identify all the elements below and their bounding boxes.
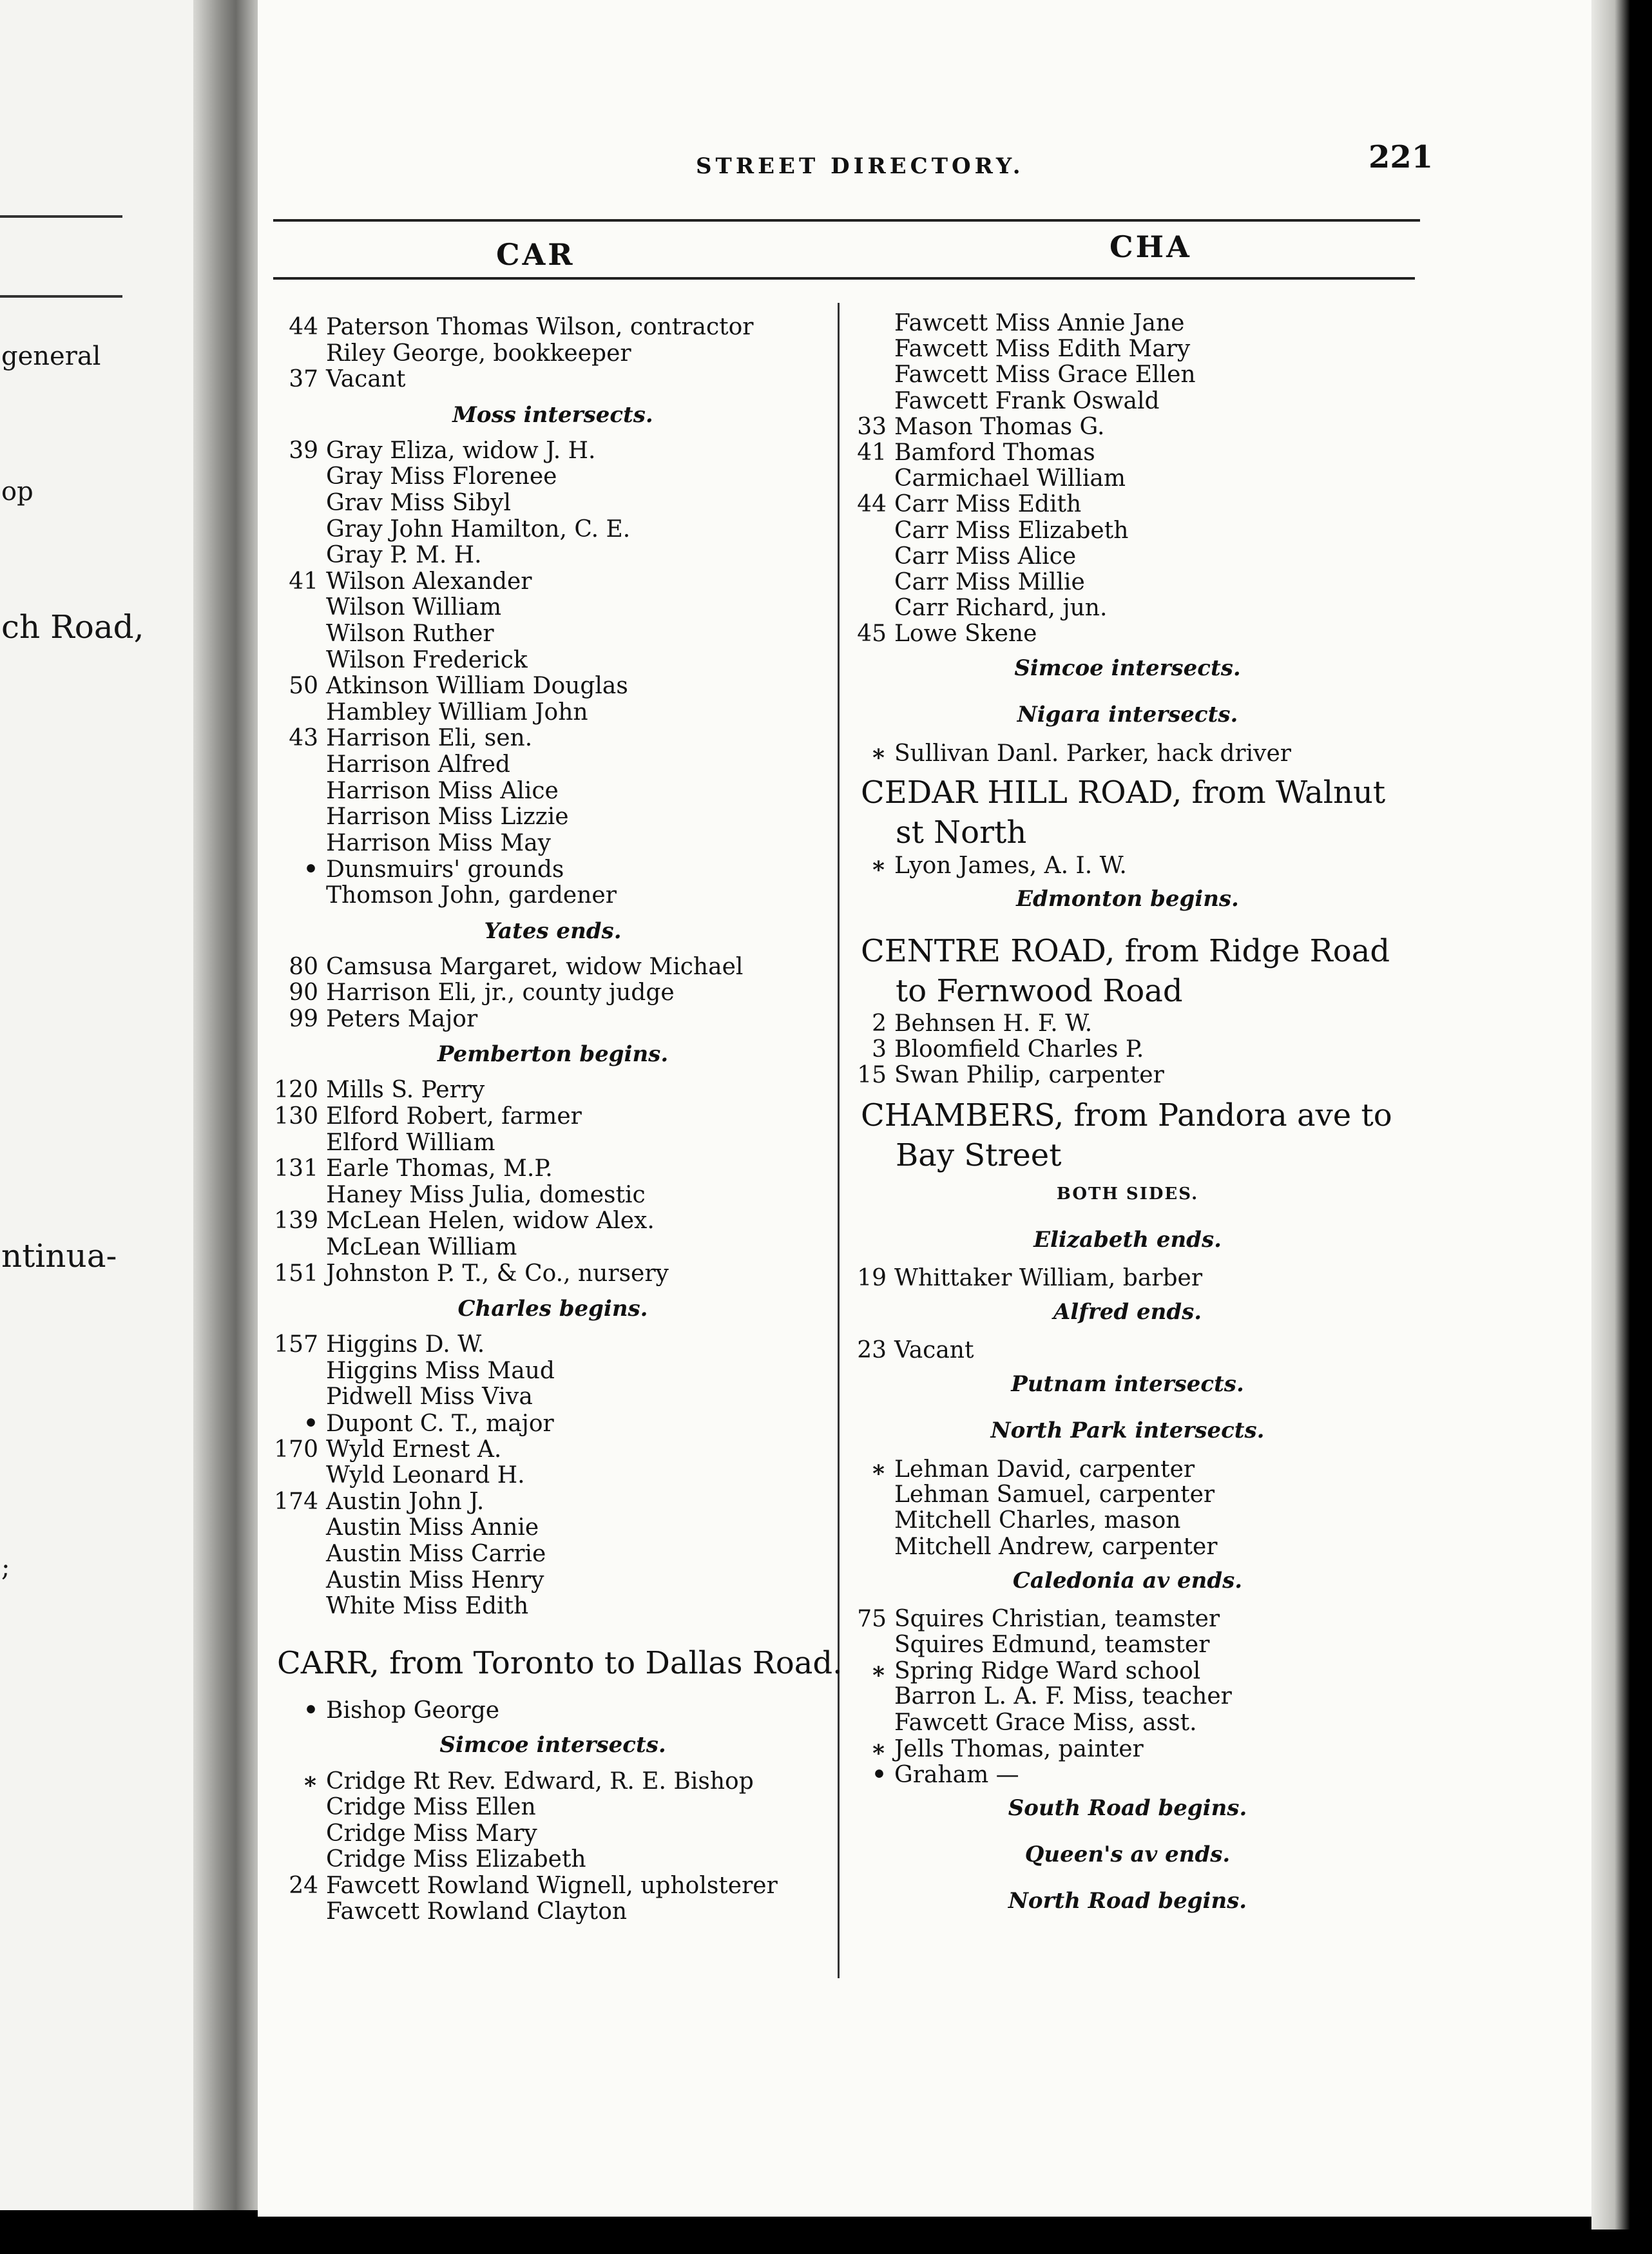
previous-page-edge [0,0,216,2210]
house-number: 41 [289,568,318,595]
resident-name: Riley George, bookkeeper [326,340,631,367]
directory-entry [838,362,1196,388]
resident-name: Barron L. A. F. Miss, teacher [894,1683,1232,1710]
resident-name: Lehman Samuel, carpenter [894,1481,1215,1508]
resident-name: Austin John J. [326,1488,485,1515]
resident-name: Swan Philip, carpenter [894,1062,1164,1089]
street-heading: CARR, from Toronto to Dallas Road. [277,1644,843,1681]
resident-name: McLean Helen, widow Alex. [326,1208,655,1235]
resident-name: Fawcett Miss Grace Ellen [894,361,1196,389]
resident-name: Carmichael William [894,465,1126,492]
resident-name: Cridge Rt Rev. Edward, R. E. Bishop [326,1768,754,1795]
asterisk-mark: ∗ [870,1657,887,1685]
resident-name: Carr Miss Elizabeth [894,517,1129,544]
resident-name: Harrison Eli, jr., county judge [326,979,675,1007]
asterisk-mark: ∗ [870,739,887,767]
directory-entry [838,1710,1197,1736]
asterisk-mark: • [303,856,318,883]
resident-name: Jells Thomas, painter [894,1735,1144,1762]
house-number: 45 [857,621,887,648]
directory-entry [269,1437,501,1463]
directory-entry [269,778,559,804]
directory-entry [838,1508,1180,1534]
house-number: 80 [289,953,318,980]
directory-entry [269,464,557,490]
previous-page-fragment: general [1,342,101,371]
section-note: Simcoe intersects. [1014,655,1241,681]
house-number: 50 [289,673,318,700]
section-note: North Road begins. [1008,1888,1247,1914]
directory-entry [269,1515,539,1541]
street-heading: CEDAR HILL ROAD, from Walnut [861,774,1386,811]
directory-entry [269,673,628,699]
house-number: 131 [274,1155,318,1182]
directory-entry [269,1899,627,1925]
asterisk-mark: ∗ [870,851,887,879]
resident-name: Harrison Alfred [326,751,510,778]
resident-name: Peters Major [326,1005,478,1032]
directory-entry [838,1684,1232,1710]
section-note: Simcoe intersects. [439,1732,666,1758]
directory-entry [838,1632,1209,1658]
asterisk-mark: • [303,1410,318,1437]
directory-entry [269,1541,546,1567]
resident-name: Fawcett Grace Miss, asst. [894,1709,1197,1736]
section-note: Yates ends. [484,918,622,944]
directory-entry [269,569,532,595]
directory-entry [269,490,511,516]
directory-entry [269,883,617,909]
directory-entry [838,311,1184,336]
resident-name: Carr Miss Alice [894,543,1077,570]
house-number: 15 [857,1062,887,1089]
directory-entry [269,314,754,340]
resident-name: Austin Miss Annie [326,1514,539,1541]
street-heading: Bay Street [896,1137,1062,1173]
directory-entry [838,740,1291,767]
directory-entry [269,1182,646,1208]
directory-entry [269,1795,536,1820]
section-note: Charles begins. [457,1296,648,1322]
resident-name: McLean William [326,1234,517,1260]
resident-name: Haney Miss Julia, domestic [326,1181,646,1208]
house-number: 37 [289,366,318,393]
house-number: 120 [274,1077,318,1104]
directory-entry [269,543,482,568]
previous-page-fragment: op [1,477,34,506]
resident-name: Harrison Eli, sen. [326,725,533,752]
directory-entry [269,1873,778,1899]
resident-name: Cridge Miss Mary [326,1820,537,1847]
directory-entry [269,1104,582,1130]
directory-entry [269,1007,477,1032]
resident-name: Bamford Thomas [894,439,1095,466]
resident-name: Cridge Miss Elizabeth [326,1846,586,1873]
directory-entry [269,726,532,751]
directory-entry [838,492,1081,517]
directory-entry [838,1534,1218,1560]
resident-name: Wilson Ruther [326,621,494,647]
asterisk-mark: ∗ [302,1768,318,1795]
section-note: Putnam intersects. [1011,1371,1244,1397]
previous-page-fragment: ch Road, [1,608,144,646]
resident-name: Wilson William [326,594,502,621]
directory-entry [269,1489,484,1515]
resident-name: Gray P. M. H. [326,542,482,569]
resident-name: Dunsmuirs' grounds [326,856,564,883]
resident-name: Behnsen H. F. W. [894,1010,1093,1037]
directory-entry [269,595,501,621]
house-number: 157 [274,1331,318,1358]
resident-name: Grav Miss Sibyl [326,490,512,516]
directory-entry [838,1736,1144,1762]
directory-entry [269,1332,485,1358]
house-number: 151 [274,1260,318,1287]
house-number: 41 [857,439,887,466]
resident-name: Mitchell Andrew, carpenter [894,1533,1218,1560]
resident-name: Wilson Alexander [326,568,532,595]
street-heading: to Fernwood Road [896,973,1183,1009]
resident-name: Austin Miss Carrie [326,1541,546,1567]
directory-entry [838,1037,1144,1063]
asterisk-mark: ∗ [870,1456,887,1483]
resident-name: Carr Richard, jun. [894,595,1108,622]
resident-name: Spring Ridge Ward school [894,1658,1201,1685]
resident-name: Mason Thomas G. [894,413,1105,440]
resident-name: Carr Miss Millie [894,569,1085,595]
directory-entry [269,341,631,367]
resident-name: Mitchell Charles, mason [894,1507,1181,1534]
directory-entry [269,1568,544,1594]
street-heading: CHAMBERS, from Pandora ave to [861,1097,1392,1133]
section-note: Caledonia av ends. [1012,1567,1243,1594]
resident-name: Wyld Ernest A. [326,1436,502,1463]
resident-name: Vacant [326,366,406,393]
directory-entry [269,517,630,543]
running-head: STREET DIRECTORY. [696,153,1024,179]
resident-name: Cridge Miss Ellen [326,1794,536,1820]
resident-name: White Miss Edith [326,1593,529,1620]
directory-entry [269,648,528,673]
directory-entry [838,1338,974,1363]
directory-entry [838,1658,1200,1684]
directory-entry [838,1456,1195,1483]
house-number: 90 [289,979,318,1007]
section-note: Elizabeth ends. [1033,1226,1222,1253]
section-note: Alfred ends. [1053,1298,1202,1325]
directory-entry [838,440,1095,466]
resident-name: Lowe Skene [894,621,1037,648]
directory-entry [269,1358,555,1384]
resident-name: Dupont C. T., major [326,1411,554,1437]
house-number: 19 [857,1264,887,1291]
resident-name: Johnston P. T., & Co., nursery [326,1260,669,1287]
directory-entry [269,1594,528,1619]
section-note: South Road begins. [1008,1795,1247,1822]
directory-entry [838,389,1160,414]
directory-entry [269,1261,669,1287]
resident-name: Lyon James, A. I. W. [894,852,1127,879]
section-note: Edmonton begins. [1016,886,1239,912]
house-number: 24 [289,1872,318,1899]
section-note: Nigara intersects. [1017,701,1238,727]
directory-entry [269,1463,525,1488]
directory-entry [838,621,1037,647]
section-note: Pemberton begins. [437,1041,669,1068]
previous-page-rule [0,215,122,218]
street-heading: st North [896,814,1027,851]
asterisk-mark: ∗ [870,1735,887,1762]
directory-entry [838,1606,1220,1632]
resident-name: Higgins Miss Maud [326,1357,555,1384]
asterisk-mark: • [303,1696,318,1724]
resident-name: Bloomfield Charles P. [894,1036,1144,1063]
resident-name: Gray Eliza, widow J. H. [326,437,596,464]
resident-name: Sullivan Danl. Parker, hack driver [894,740,1291,767]
resident-name: Atkinson William Douglas [326,673,628,700]
right-column-heading: CHA [1109,229,1192,264]
resident-name: Gray John Hamilton, C. E. [326,515,631,543]
resident-name: Paterson Thomas Wilson, contractor [326,314,754,340]
house-number: 3 [872,1036,887,1063]
resident-name: Bishop George [326,1697,500,1724]
directory-entry [269,856,564,883]
resident-name: Vacant [894,1336,974,1363]
resident-name: Harrison Miss May [326,829,551,856]
directory-entry [269,700,588,726]
directory-entry [269,831,551,856]
resident-name: Harrison Miss Alice [326,777,559,804]
resident-name: Lehman David, carpenter [894,1456,1195,1483]
house-number: 170 [274,1436,318,1463]
directory-entry [269,1697,499,1724]
directory-entry [838,1762,1019,1788]
directory-entry [838,1011,1092,1037]
resident-name: Higgins D. W. [326,1331,485,1358]
resident-name: Harrison Miss Lizzie [326,804,569,831]
directory-entry [838,852,1127,879]
resident-name: Thomson John, gardener [326,882,617,909]
directory-entry [838,1063,1164,1088]
resident-name: Earle Thomas, M.P. [326,1155,553,1182]
directory-entry [269,1077,485,1103]
house-number: 43 [289,725,318,752]
asterisk-mark: • [871,1761,887,1788]
heading-rule [273,277,1415,280]
directory-entry [838,414,1104,440]
resident-name: Wilson Frederick [326,646,528,673]
directory-entry [269,1384,533,1410]
house-number: 2 [872,1010,887,1037]
directory-entry [838,1266,1202,1291]
house-number: 139 [274,1208,318,1235]
directory-entry [838,466,1126,492]
house-number: 39 [289,437,318,464]
section-note: Queen's av ends. [1024,1842,1231,1868]
directory-entry [269,621,494,647]
house-number: 33 [857,413,887,440]
resident-name: Gray Miss Florenee [326,463,557,490]
previous-page-fragment: ; [1,1553,10,1583]
resident-name: Graham — [894,1762,1019,1788]
page-number: 221 [1369,139,1434,175]
directory-entry [269,1411,554,1437]
directory-entry [269,1768,754,1795]
directory-entry [838,1482,1215,1508]
directory-entry [269,367,405,392]
directory-entry [838,336,1190,362]
directory-entry [269,1156,553,1182]
house-number: 44 [289,314,318,340]
directory-entry [269,1208,655,1234]
directory-entry [269,438,596,464]
resident-name: Squires Christian, teamster [894,1605,1220,1632]
resident-name: Mills S. Perry [326,1077,485,1104]
house-number: 130 [274,1103,318,1130]
house-number: 99 [289,1005,318,1032]
resident-name: Fawcett Rowland Wignell, upholsterer [326,1872,778,1899]
resident-name: Camsusa Margaret, widow Michael [326,953,744,980]
directory-entry [269,1235,517,1260]
resident-name: Fawcett Rowland Clayton [326,1898,628,1925]
directory-entry [838,544,1076,570]
house-number: 75 [857,1605,887,1632]
resident-name: Fawcett Miss Annie Jane [894,310,1185,336]
resident-name: Elford Robert, farmer [326,1103,582,1130]
previous-page-fragment: ntinua- [1,1237,117,1275]
resident-name: Carr Miss Edith [894,491,1082,518]
directory-entry [838,518,1128,544]
directory-entry [269,804,569,830]
both-sides-note: BOTH SIDES. [1056,1184,1199,1204]
section-note: Moss intersects. [452,401,653,428]
directory-entry [838,570,1085,595]
house-number: 174 [274,1488,318,1515]
resident-name: Pidwell Miss Viva [326,1383,533,1411]
directory-entry [838,595,1107,621]
header-rule [273,219,1420,222]
resident-name: Elford William [326,1129,495,1156]
resident-name: Fawcett Miss Edith Mary [894,336,1191,363]
left-column-heading: CAR [496,237,575,272]
page-edge [1591,0,1630,2230]
section-note: North Park intersects. [990,1418,1265,1443]
resident-name: Squires Edmund, teamster [894,1632,1210,1658]
house-number: 44 [857,491,887,518]
resident-name: Wyld Leonard H. [326,1462,525,1489]
resident-name: Hambley William John [326,698,588,726]
directory-entry [269,954,743,980]
directory-entry [269,980,675,1006]
resident-name: Whittaker William, barber [894,1264,1203,1291]
directory-entry [269,752,510,778]
directory-entry [269,1130,495,1156]
resident-name: Fawcett Frank Oswald [894,387,1160,414]
street-heading: CENTRE ROAD, from Ridge Road [861,933,1390,969]
resident-name: Austin Miss Henry [326,1566,544,1594]
house-number: 23 [857,1336,887,1363]
directory-entry [269,1847,586,1873]
directory-entry [269,1821,537,1847]
previous-page-rule [0,295,122,298]
